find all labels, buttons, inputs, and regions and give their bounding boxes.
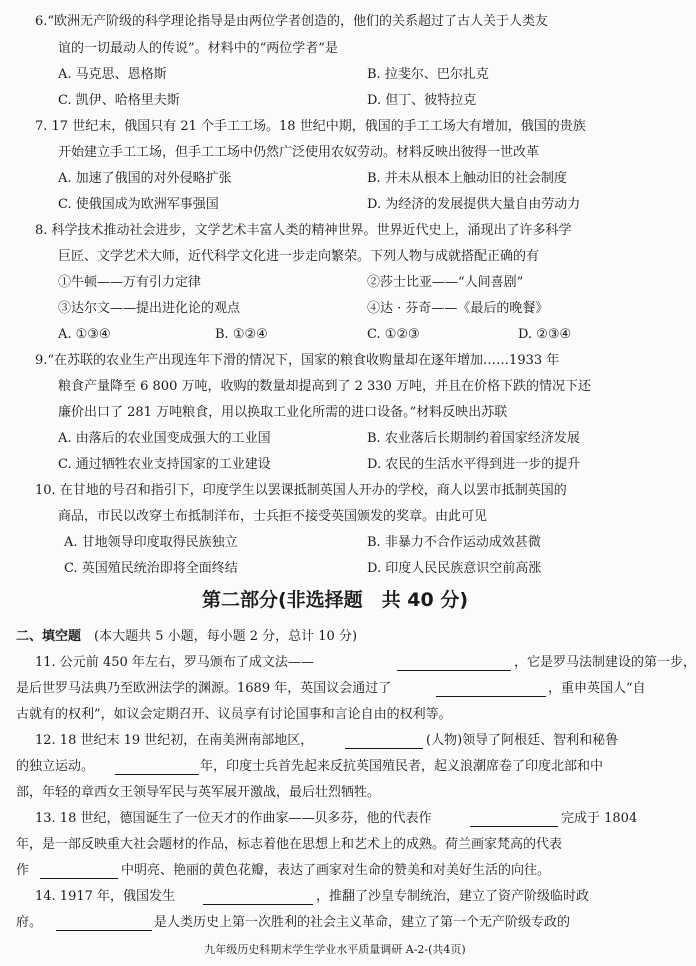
question-text-line <box>0 401 670 425</box>
question-text: 10. 在甘地的号召和指引下，印度学生以罢课抵制英国人开办的学校，商人以罢市抵制英国的 <box>35 483 567 498</box>
fill-blank[interactable] <box>470 812 558 827</box>
question-text: ，推翻了沙皇专制统治，建立了资产阶级临时政 <box>316 889 590 904</box>
question-text: 古就有的权利”，如议会定期召开、议员享有讨论国事和言论自由的权利等。 <box>16 707 452 722</box>
options-row <box>0 453 670 477</box>
question-text: 完成于 1804 <box>561 811 638 826</box>
question-12 <box>0 729 670 753</box>
option-a[interactable]: A. 由落后的农业国变成强大的工业国 <box>58 431 271 446</box>
question-text-line <box>0 781 670 805</box>
question-text: ，重申英国人“自 <box>548 681 646 696</box>
option-c[interactable]: C. ①②③ <box>367 327 420 342</box>
option-a[interactable]: A. ①③④ <box>58 327 111 342</box>
option-a[interactable]: A. 加速了俄国的对外侵略扩张 <box>58 171 232 186</box>
question-text: 谊的一切最动人的传说”。材料中的“两位学者”是 <box>58 41 338 56</box>
page-footer: 九年级历史科期末学生学业水平质量调研 A-2-(共4页) <box>204 943 466 956</box>
options-row <box>0 323 670 347</box>
options-row <box>0 193 670 217</box>
section-title: 二、填空题 <box>16 629 82 644</box>
option-b[interactable]: B. 拉斐尔、巴尔扎克 <box>367 67 489 82</box>
question-text: 7. 17 世纪末，俄国只有 21 个手工工场。18 世纪中期，俄国的手工工场大有增加，俄国的贵族 <box>35 119 586 134</box>
option-d[interactable]: D. 但丁、彼特拉克 <box>367 93 477 108</box>
question-text-line <box>0 141 670 165</box>
option-b[interactable]: B. 农业落后长期制约着国家经济发展 <box>367 431 580 446</box>
fill-blank[interactable] <box>397 656 511 671</box>
question-14 <box>0 885 670 909</box>
option-a[interactable]: A. 甘地领导印度取得民族独立 <box>64 535 238 550</box>
statement-2: ②莎士比亚——“人间喜剧” <box>367 275 524 290</box>
question-text-line <box>0 755 670 779</box>
section-note: (本大题共 5 小题，每小题 2 分，总计 10 分) <box>94 629 358 644</box>
options-row <box>0 167 670 191</box>
question-text: 粮食产量降至 6 800 万吨，收购的数量却提高到了 2 330 万吨，并且在价格下跌的情况下还 <box>58 379 591 394</box>
statements-row <box>0 297 670 321</box>
question-text: 8. 科学技术推动社会进步，文学艺术丰富人类的精神世界。世界近代史上，涌现出了许多科学 <box>35 223 572 238</box>
question-13 <box>0 807 670 831</box>
question-text: 6.“欧洲无产阶级的科学理论指导是由两位学者创造的，他们的关系超过了古人关于人类友 <box>35 14 549 29</box>
fill-blank[interactable] <box>436 682 546 697</box>
statement-3: ③达尔文——提出进化论的观点 <box>58 301 241 316</box>
question-text: 开始建立手工工场，但手工工场中仍然广泛使用农奴劳动。材料反映出彼得一世改革 <box>58 145 540 160</box>
option-d[interactable]: D. 为经济的发展提供大量自由劳动力 <box>367 197 581 212</box>
question-text: 商品，市民以改穿土布抵制洋布，士兵拒不接受英国颁发的奖章。由此可见 <box>58 509 488 524</box>
options-row <box>0 531 670 555</box>
fill-blank[interactable] <box>345 734 423 749</box>
question-11 <box>0 651 696 675</box>
question-text: 作 <box>16 863 30 878</box>
question-6 <box>0 10 670 34</box>
options-row <box>0 63 670 87</box>
question-text: 廉价出口了 281 万吨粮食，用以换取工业化所需的进口设备。”材料反映出苏联 <box>58 405 508 420</box>
option-d[interactable]: D. 印度人民民族意识空前高涨 <box>367 561 542 576</box>
question-text: 的独立运动。 <box>16 759 95 774</box>
option-c[interactable]: C. 英国殖民统治即将全面终结 <box>64 561 238 576</box>
question-9 <box>0 349 670 373</box>
question-text: 14. 1917 年，俄国发生 <box>35 889 176 904</box>
question-text: ，它是罗马法制建设的第一步， <box>514 655 696 670</box>
option-c[interactable]: C. 凯伊、哈格里夫斯 <box>58 93 180 108</box>
question-10 <box>0 479 670 503</box>
question-text-line <box>0 375 670 399</box>
question-text: 13. 18 世纪，德国诞生了一位天才的作曲家——贝多芬，他的代表作 <box>35 811 432 826</box>
question-text: 中明亮、艳丽的黄色花瓣，表达了画家对生命的赞美和对美好生活的向往。 <box>121 863 551 878</box>
question-text: 年，是一部反映重大社会题材的作品，标志着他在思想上和艺术上的成熟。荷兰画家梵高的代表 <box>16 837 563 852</box>
question-8 <box>0 219 670 243</box>
options-row <box>0 557 670 581</box>
question-7 <box>0 115 670 139</box>
statement-4: ④达 · 芬奇——《最后的晚餐》 <box>367 301 549 316</box>
section-heading <box>0 625 670 649</box>
question-text-line <box>0 911 670 935</box>
question-text-line <box>0 859 670 883</box>
option-b[interactable]: B. 并未从根本上触动旧的社会制度 <box>367 171 567 186</box>
option-c[interactable]: C. 使俄国成为欧洲军事强国 <box>58 197 219 212</box>
fill-blank[interactable] <box>115 760 199 775</box>
option-d[interactable]: D. ②③④ <box>518 327 572 342</box>
question-text-line <box>0 505 670 529</box>
question-text: 12. 18 世纪末 19 世纪初，在南美洲南部地区， <box>35 733 314 748</box>
option-d[interactable]: D. 农民的生活水平得到进一步的提升 <box>367 457 581 472</box>
question-text: 11. 公元前 450 年左右，罗马颁布了成文法—— <box>35 655 314 670</box>
part-two-heading: 第二部分(非选择题 共 40 分) <box>201 589 469 611</box>
fill-blank[interactable] <box>40 864 118 879</box>
option-c[interactable]: C. 通过牺牲农业支持国家的工业建设 <box>58 457 271 472</box>
question-text: 是后世罗马法典乃至欧洲法学的渊源。1689 年，英国议会通过了 <box>16 681 392 696</box>
question-text-line <box>0 833 670 857</box>
statement-1: ①牛顿——万有引力定律 <box>58 275 202 290</box>
question-text: 部，年轻的章西女王领导军民与英军展开激战，最后壮烈牺牲。 <box>16 785 381 800</box>
fill-blank[interactable] <box>203 890 313 905</box>
question-text: 是人类历史上第一次胜利的社会主义革命，建立了第一个无产阶级专政的 <box>154 915 571 930</box>
option-b[interactable]: B. 非暴力不合作运动成效甚微 <box>367 535 541 550</box>
options-row <box>0 427 670 451</box>
fill-blank[interactable] <box>56 916 152 931</box>
question-text: 9.“在苏联的农业生产出现连年下滑的情况下，国家的粮食收购量却在逐年增加……1933 年 <box>35 353 560 368</box>
statements-row <box>0 271 670 295</box>
question-text-line <box>0 677 670 701</box>
option-a[interactable]: A. 马克思、恩格斯 <box>58 67 167 82</box>
options-row <box>0 89 670 113</box>
option-b[interactable]: B. ①②④ <box>215 327 268 342</box>
question-text-line <box>0 245 670 269</box>
question-text: (人物)领导了阿根廷、智利和秘鲁 <box>426 733 619 748</box>
question-text: 巨匠、文学艺术大师，近代科学文化进一步走向繁荣。下列人物与成就搭配正确的有 <box>58 249 540 264</box>
question-text-line <box>0 703 670 727</box>
question-text: 年，印度士兵首先起来反抗英国殖民者，起义浪潮席卷了印度北部和中 <box>200 759 604 774</box>
question-text-line <box>0 37 670 61</box>
question-text: 府。 <box>16 915 43 930</box>
